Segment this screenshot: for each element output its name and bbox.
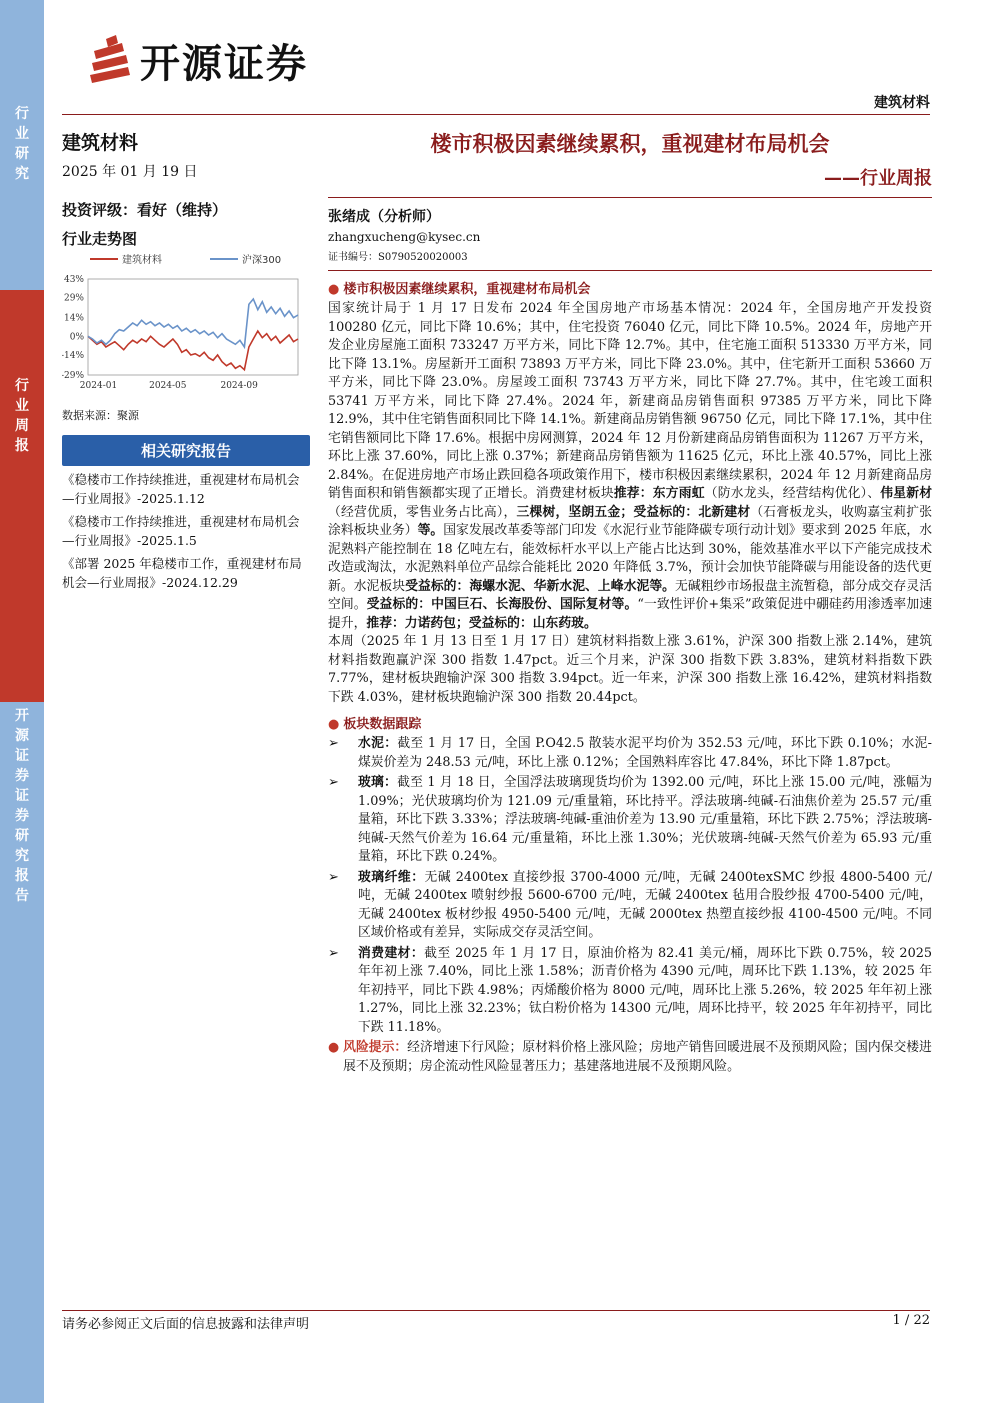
arrow-bullet-icon: ➢ xyxy=(328,736,339,751)
list-item: ➢ 消费建材：截至 2025 年 1 月 17 日，原油价格为 82.41 美元/桶，周环比下跌 0.75%，较 2025 年年初上涨 7.40%，同比上涨 1.58%；沥青价格为 4390 元/吨，周环比下跌 1.13%，较 2025 年年初持平，同比下跌 4.98%；丙烯酸价格为 8000 元/吨，周环比上涨 5.26%，较 2025 年年初上涨 1.27%，同比上涨 32.23%；钛白粉价格为 14300 元/吨，周环比持平，较 2025 年年初持平，同比下跌 11.18%。 xyxy=(328,945,932,1038)
sector-name: 建筑材料 xyxy=(62,132,139,154)
section-heading: ● 板块数据跟踪 xyxy=(328,717,422,732)
side-strip-highlight xyxy=(0,290,44,702)
list-item: ➢ 玻璃：截至 1 月 18 日，全国浮法玻璃现货均价为 1392.00 元/吨，环比上涨 15.00 元/吨，涨幅为 1.09%；光伏玻璃均价为 121.09 元/重量箱，环比持平。浮法玻璃-纯碱-石油焦价差为 25.57 元/重量箱，环比下跌 3.33%；浮法玻璃-纯碱-重油价差为 13.90 元/重量箱，环比下跌 2.75%；浮法玻璃-纯碱-天然气价差为 16.64 元/重量箱，环比上涨 1.30%；光伏玻璃-纯碱-天然气价差为 65.93 元/重量箱，环比下跌 0.24%。 xyxy=(328,774,932,867)
title-divider xyxy=(328,197,932,198)
summary-paragraph: 国家统计局于 1 月 17 日发布 2024 年全国房地产市场基本情况：2024 年，全国房地产开发投资 100280 亿元，同比下降 10.6%；其中，住宅投资 76040 亿元，同比下降 10.5%。2024 年，房地产开发企业房屋施工面积 733247 万平方米，同比下降 12.7%。其中，住宅施工面积 513330 万平方米，同比下降 13.1%。房屋新开工面积 73893 万平方米，同比下降 23.0%。其中，住宅新开工面积 53660 万平方米，同比下降 23.0%。房屋竣工面积 73743 万平方米，同比下降 27.7%。其中，住宅竣工面积 53741 万平方米，同比下降 27.4%。2024 年，新建商品房销售面积 97385 万平方米，同比下降 12.9%，其中住宅销售面积同比下降 14.1%。新建商品房销售额 96750 亿元，同比下降 17.1%，其中住宅销售额同比下降 17.6%。根据中房网测算，2024 年 12 月份新建商品房销售面积为 11267 万平方米，环比上涨 37.60%，同比上涨 0.37%；新建商品房销售额为 11625 亿元，环比上涨 40.57%，同比上涨 2.84%。在促进房地产市场止跌回稳各项政策作用下，楼市积极因素继续累积，2024 年 12 月新建商品房销售面积和销售额都实现了正增长。消费建材板块推荐：东方雨虹（防水龙头，经营结构优化）、伟星新材（经营优质，零售业务占比高），三棵树，坚朗五金；受益标的：北新建材（石膏板龙头，收购嘉宝莉扩张涂料板块业务）等。国家发展改革委等部门印发《水泥行业节能降碳专项行动计划》要求到 2025 年底，水泥熟料产能控制在 18 亿吨左右，能效标杆水平以上产能占比达到 30%，能效基准水平以下产能完成技术改造或淘汰，水泥熟料单位产品综合能耗比 2020 年降低 3.7%，预计会加快节能降碳与用能设备的迭代更新。水泥板块受益标的：海螺水泥、华新水泥、上峰水泥等。无碱粗纱市场报盘主流暂稳，部分成交存灵活空间。受益标的：中国巨石、长海股份、国际复材等。“一致性评价+集采”政策促进中硼硅药用渗透率加速提升，推荐：力诺药包；受益标的：山东药玻。 xyxy=(328,301,933,631)
arrow-bullet-icon: ➢ xyxy=(328,775,339,790)
series-line xyxy=(88,331,298,370)
related-report-link[interactable]: 《稳楼市工作持续推进，重视建材布局机会—行业周报》-2025.1.5 xyxy=(62,514,300,548)
page-number: 1 / 22 xyxy=(892,1313,930,1328)
section-heading: ● 楼市积极因素继续累积，重视建材布局机会 xyxy=(328,282,591,297)
side-strip xyxy=(0,0,44,1403)
bullet-icon: ● xyxy=(328,282,340,297)
list-item: ➢ 水泥：截至 1 月 17 日，全国 P.O42.5 散装水泥平均价为 352.53 元/吨，环比下跌 0.10%；水泥-煤炭价差为 248.53 元/吨，环比上涨 0.12%；全国熟料库容比 47.84%，环比下降 1.87pct。 xyxy=(328,735,932,772)
header-divider xyxy=(62,114,930,115)
analyst-name: 张绪成（分析师） xyxy=(328,209,440,225)
trend-title: 行业走势图 xyxy=(62,230,138,248)
list-item: ➢ 玻璃纤维：无碱 2400tex 直接纱报 3700-4000 元/吨，无碱 2400texSMC 纱报 4800-5400 元/吨，无碱 2400tex 喷射纱报 5600-6700 元/吨，无碱 2400tex 毡用合股纱报 4700-5400 元/吨，无碱 2400tex 板材纱报 4950-5400 元/吨，无碱 2000tex 热塑直接纱报 4100-4500 元/吨。不同区域价格或有差异，实际成交存灵活空间。 xyxy=(328,869,932,943)
series-line xyxy=(88,299,298,347)
y-tick-label: 14% xyxy=(63,313,84,324)
related-report-link[interactable]: 《部署 2025 年稳楼市工作，重视建材布局机会—行业周报》-2024.12.29 xyxy=(62,556,302,590)
bullet-icon: ● xyxy=(328,717,340,732)
related-report-link[interactable]: 《稳楼市工作持续推进，重视建材布局机会—行业周报》-2025.1.12 xyxy=(62,472,300,506)
y-tick-label: 43% xyxy=(63,275,84,285)
legend-label: 建筑材料 xyxy=(122,255,162,266)
bullet-icon: ● xyxy=(328,1040,340,1055)
related-reports-header: 相关研究报告 xyxy=(62,435,310,466)
footer-disclaimer: 请务必参阅正文后面的信息披露和法律声明 xyxy=(62,1317,310,1332)
header-tag: 建筑材料 xyxy=(874,95,930,111)
analyst-email[interactable]: zhangxucheng@kysec.cn xyxy=(328,230,481,244)
brand-name: 开源证券 xyxy=(140,40,308,87)
left-column xyxy=(62,128,310,592)
trend-chart xyxy=(62,249,310,399)
brand-logo-icon xyxy=(88,35,132,85)
x-tick-label: 2024-01 xyxy=(79,381,118,391)
y-tick-label: 0% xyxy=(69,332,84,343)
footer-divider xyxy=(62,1310,930,1311)
y-tick-label: -29% xyxy=(62,371,84,381)
analyst-cert: 证书编号：S0790520020003 xyxy=(328,252,468,263)
investment-rating: 投资评级：看好（维持） xyxy=(62,201,228,219)
index-paragraph: 本周（2025 年 1 月 13 日至 1 月 17 日）建筑材料指数上涨 3.61%，沪深 300 指数上涨 2.14%，建筑材料指数跑赢沪深 300 指数 1.47pct。近三个月来，沪深 300 指数下跌 3.83%，建筑材料指数下跌 7.77%，建材板块跑输沪深 300 指数 3.94pct。近一年来，沪深 300 指数上涨 16.42%，建筑材料指数下跌 4.03%，建材板块跑输沪深 300 指数 20.44pct。 xyxy=(328,634,932,705)
report-subtitle: ——行业周报 xyxy=(824,168,932,189)
arrow-bullet-icon: ➢ xyxy=(328,945,339,961)
x-tick-label: 2024-09 xyxy=(220,381,258,391)
plot-frame xyxy=(88,279,298,375)
analyst-divider xyxy=(328,270,932,271)
brand-logo xyxy=(88,30,308,90)
data-source: 数据来源：聚源 xyxy=(62,409,139,422)
y-tick-label: -14% xyxy=(62,351,84,361)
main-column xyxy=(328,128,932,1076)
x-tick-label: 2024-05 xyxy=(149,381,187,391)
risk-note: ● 风险提示：经济增速下行风险；原材料价格上涨风险；房地产销售回暖进展不及预期风险；国内保交楼进展不及预期；房企流动性风险显著压力；基建落地进展不及预期风险。 xyxy=(328,1039,932,1076)
legend-label: 沪深300 xyxy=(242,255,282,266)
y-tick-label: 29% xyxy=(63,293,84,304)
side-label-bottom: 开 源 证 券 证 券 研 究 报 告 xyxy=(15,708,29,904)
related-reports-list xyxy=(62,470,310,592)
side-label-middle: 行 业 周 报 xyxy=(15,378,29,454)
report-title: 楼市积极因素继续累积，重视建材布局机会 xyxy=(430,132,830,156)
report-date: 2025 年 01 月 19 日 xyxy=(62,164,198,180)
arrow-bullet-icon: ➢ xyxy=(328,869,339,885)
side-label-top: 行 业 研 究 xyxy=(15,106,29,182)
